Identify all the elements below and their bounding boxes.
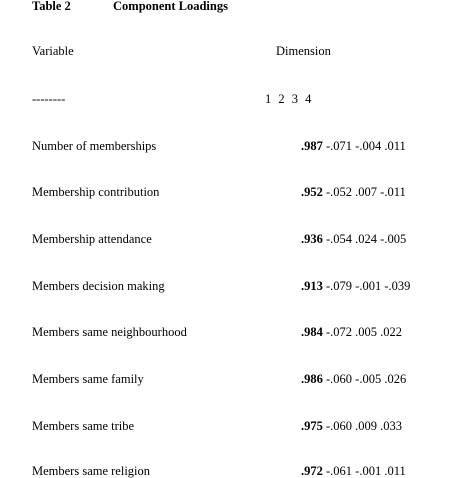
separator-dashes: --------	[32, 92, 66, 106]
loading-dim1: .987	[301, 139, 323, 153]
row-loadings	[301, 280, 410, 293]
row-loadings	[301, 420, 402, 433]
loading-dim1: .986	[301, 372, 323, 386]
row-variable-label: Membership attendance	[32, 232, 152, 246]
variable-column-header: Variable	[32, 44, 74, 58]
row-variable-label: Number of memberships	[32, 139, 157, 153]
row-loadings	[301, 233, 406, 246]
row-loadings	[301, 373, 406, 386]
loading-dims-2-4: -.060 .009 .033	[322, 419, 403, 433]
loading-dims-2-4: -.054 .024 -.005	[322, 232, 407, 246]
loading-dim1: .913	[301, 279, 323, 293]
dimension-numbers: 1 2 3 4	[265, 92, 312, 106]
row-variable-label: Membership contribution	[32, 185, 160, 199]
loading-dim1: .972	[301, 464, 323, 478]
table-title: Component Loadings	[113, 0, 228, 13]
loading-dim1: .984	[301, 325, 323, 339]
row-variable-label: Members decision making	[32, 279, 165, 293]
loading-dims-2-4: -.052 .007 -.011	[322, 185, 406, 199]
row-variable-label: Members same tribe	[32, 419, 135, 433]
loading-dims-2-4: -.061 -.001 .011	[322, 464, 406, 478]
loading-dim1: .936	[301, 232, 323, 246]
row-variable-label: Members same religion	[32, 464, 151, 478]
dimension-column-header: Dimension	[276, 44, 331, 58]
row-loadings	[301, 186, 406, 199]
row-variable-label: Members same family	[32, 372, 144, 386]
loading-dims-2-4: -.072 .005 .022	[322, 325, 403, 339]
loading-dim1: .952	[301, 185, 323, 199]
row-variable-label: Members same neighbourhood	[32, 325, 187, 339]
loading-dims-2-4: -.060 -.005 .026	[322, 372, 407, 386]
table-label: Table 2	[32, 0, 71, 13]
row-loadings	[301, 140, 406, 153]
loading-dims-2-4: -.071 -.004 .011	[322, 139, 406, 153]
loading-dims-2-4: -.079 -.001 -.039	[322, 279, 411, 293]
row-loadings	[301, 465, 406, 478]
loading-dim1: .975	[301, 419, 323, 433]
row-loadings	[301, 326, 402, 339]
